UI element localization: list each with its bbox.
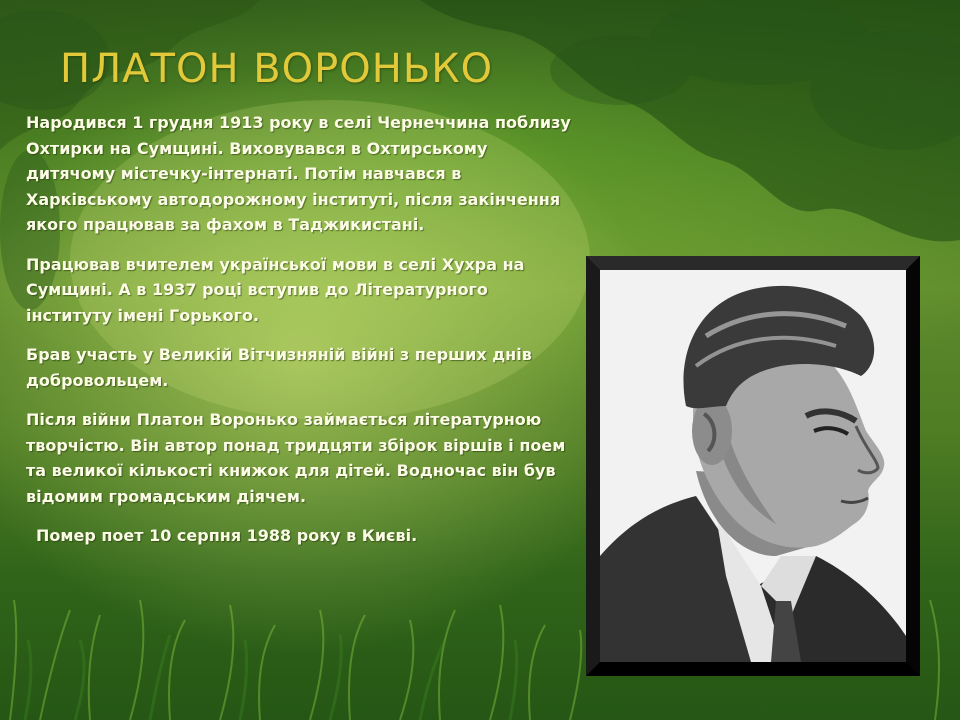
slide-title: ПЛАТОН ВОРОНЬКО	[60, 46, 494, 92]
biography-text	[26, 110, 571, 563]
paragraph-birth: Народився 1 грудня 1913 року в селі Чернеччина поблизу Охтирки на Сумщині. Виховувався в Охтирському дитячому містечку-інтернаті. Потім навчався в Харківському автодорожному інституті, після закінчення якого працював за фахом в Таджикистані.	[26, 113, 571, 234]
portrait-frame	[586, 256, 920, 676]
paragraph-teacher: Працював вчителем української мови в селі Хухра на Сумщині. А в 1937 році вступив до Літературного інституту імені Горького.	[26, 254, 525, 325]
paragraph-literary-work: Після війни Платон Воронько займається літературною творчістю. Він автор понад тридцяти збірок віршів і поем та великої кількості книжок для дітей. Водночас він був відомим громадським діячем.	[26, 410, 566, 506]
portrait-photo	[586, 256, 920, 676]
paragraph-death: Помер поет 10 серпня 1988 року в Києві.	[36, 526, 418, 545]
paragraph-war: Брав участь у Великій Вітчизняній війні з перших днів добровольцем.	[26, 345, 532, 390]
